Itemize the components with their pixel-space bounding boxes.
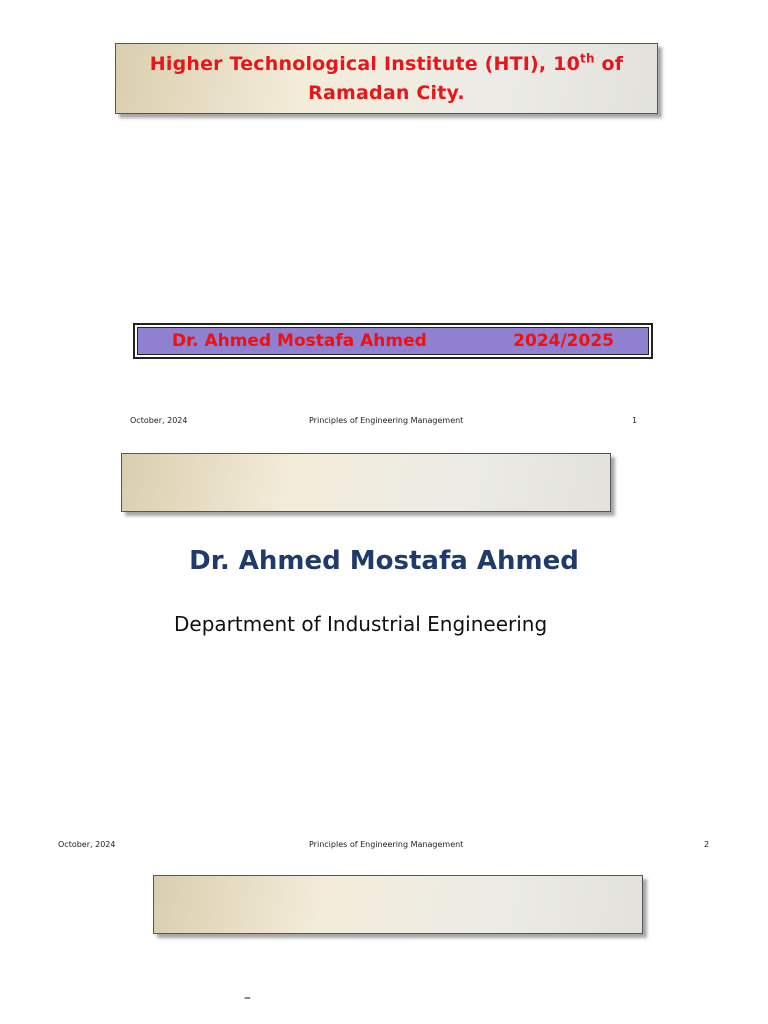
footer-page-1: 1 [632,416,638,425]
title-superscript: th [580,51,595,66]
footer-date-1: October, 2024 [130,416,188,425]
academic-year: 2024/2025 [513,331,614,351]
institute-title-box [115,43,658,114]
footer-date-2: October, 2024 [58,840,116,849]
footer-course-1: Principles of Engineering Management [309,416,464,425]
footer-course-2: Principles of Engineering Management [309,840,464,849]
title-line-1: Higher Technological Institute (HTI), 10 [149,52,581,75]
department-name: Department of Industrial Engineering [174,612,548,636]
slide-2-header-box [121,453,611,512]
title-line-1-end: of [594,52,624,75]
doctor-name: Dr. Ahmed Mostafa Ahmed [189,546,579,576]
dash-mark: – [244,990,251,1006]
institute-title [150,50,624,108]
author-year-banner [133,323,653,359]
footer-page-2: 2 [704,840,710,849]
slide-3-header-box [153,875,643,934]
author-year-banner-inner [137,327,649,355]
author-name: Dr. Ahmed Mostafa Ahmed [172,331,427,351]
title-line-2: Ramadan City. [308,81,465,104]
